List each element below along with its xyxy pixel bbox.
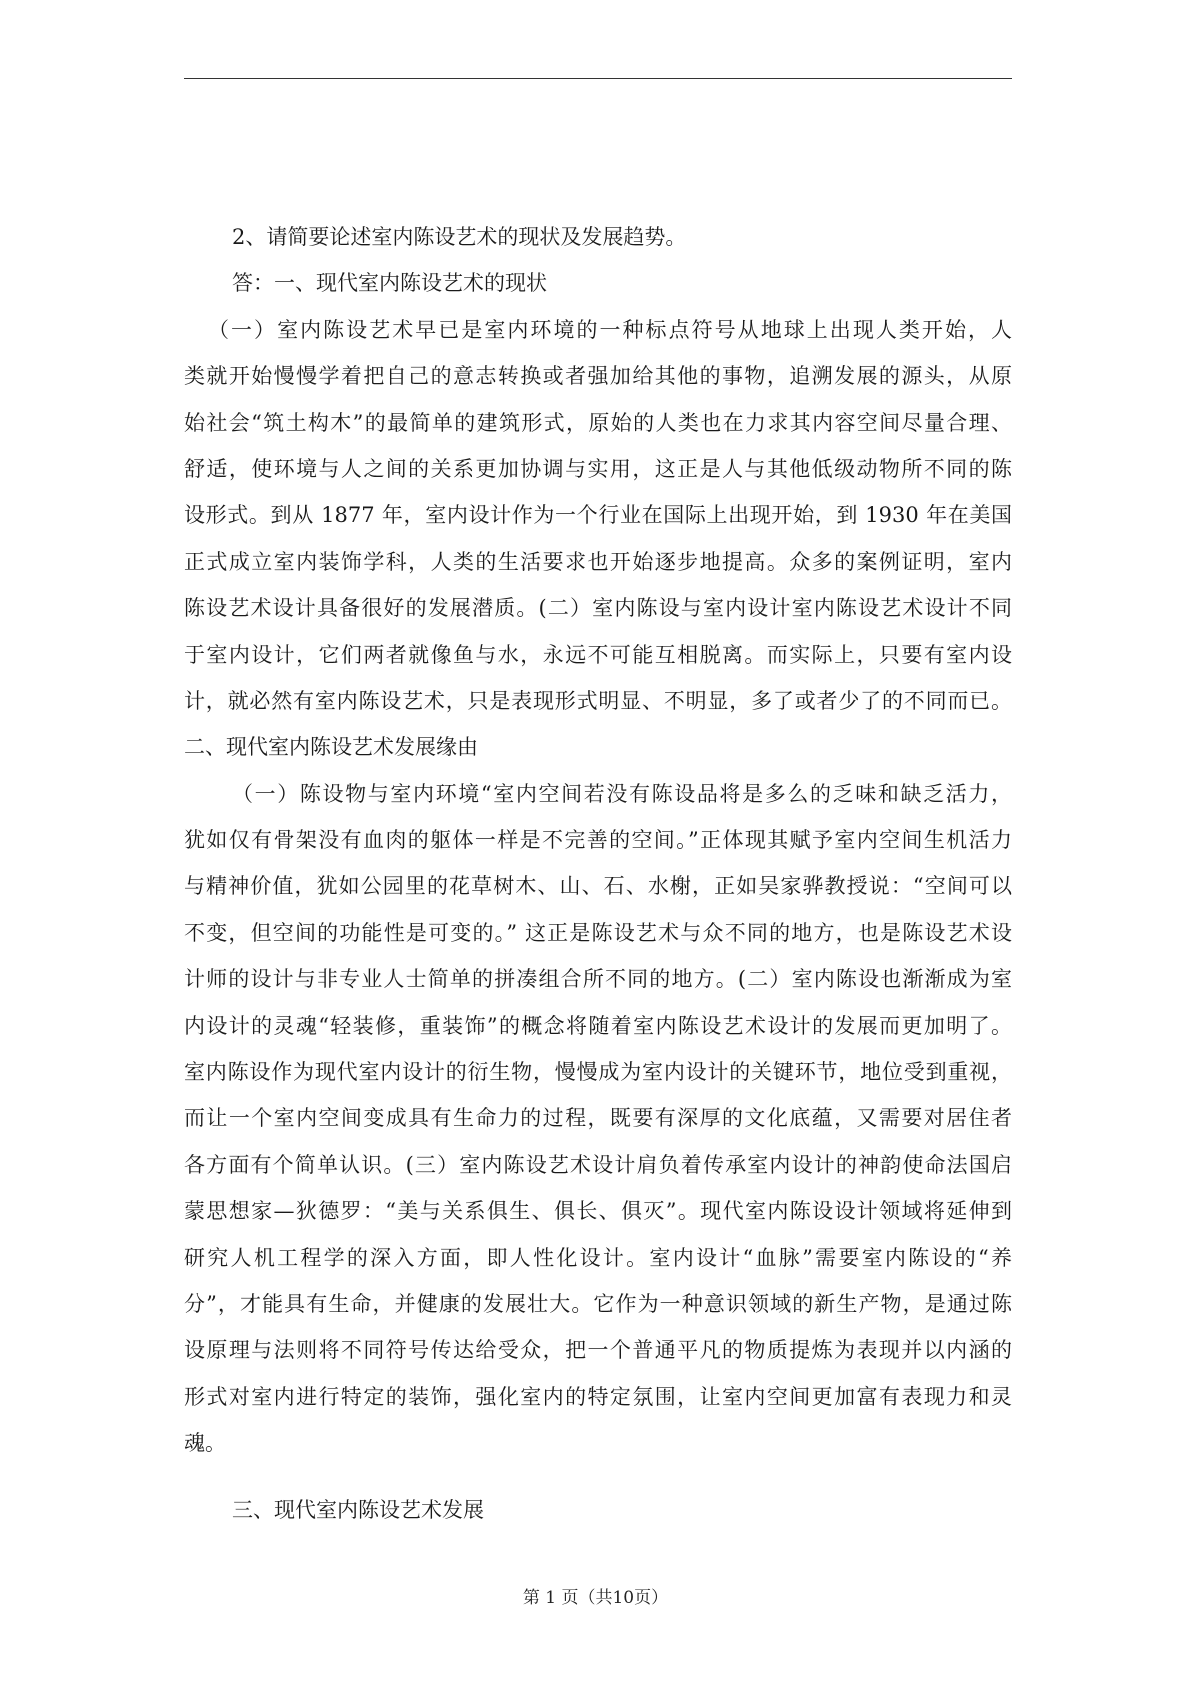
paragraph-line: （一）陈设物与室内环境“室内空间若没有陈设品将是多么的乏味和缺乏活力， — [232, 781, 1012, 806]
paragraph-line: （一）室内陈设艺术早已是室内环境的一种标点符号从地球上出现人类开始，人 — [208, 317, 1012, 342]
paragraph-line: 舒适，使环境与人之间的关系更加协调与实用，这正是人与其他低级动物所不同的陈 — [184, 456, 1012, 481]
paragraph-line: 计师的设计与非专业人士简单的拼凑组合所不同的地方。(二）室内陈设也渐渐成为室 — [184, 967, 1012, 992]
paragraph-line: 陈设艺术设计具备很好的发展潜质。(二）室内陈设与室内设计室内陈设艺术设计不同 — [184, 596, 1012, 621]
document-body — [184, 214, 1012, 1533]
paragraph-line: 设形式。到从 1877 年，室内设计作为一个行业在国际上出现开始，到 1930 年在美国 — [184, 503, 1012, 528]
paragraph-line: 室内陈设作为现代室内设计的衍生物，慢慢成为室内设计的关键环节，地位受到重视， — [184, 1060, 1012, 1085]
paragraph-line: 分”，才能具有生命，并健康的发展壮大。它作为一种意识领域的新生产物，是通过陈 — [184, 1291, 1012, 1316]
paragraph-line: 内设计的灵魂“轻装修，重装饰”的概念将随着室内陈设艺术设计的发展而更加明了。 — [184, 1013, 1012, 1038]
page-footer: 第 1 页（共10页） — [522, 1588, 669, 1608]
paragraph-line: 设原理与法则将不同符号传达给受众，把一个普通平凡的物质提炼为表现并以内涵的 — [184, 1338, 1012, 1363]
paragraph-line: 研究人机工程学的深入方面，即人性化设计。室内设计“血脉”需要室内陈设的“养 — [184, 1245, 1012, 1270]
answer-heading: 答：一、现代室内陈设艺术的现状 — [232, 271, 547, 296]
paragraph-line: 不变，但空间的功能性是可变的。” 这正是陈设艺术与众不同的地方，也是陈设艺术设 — [184, 920, 1012, 945]
paragraph-line: 计，就必然有室内陈设艺术，只是表现形式明显、不明显，多了或者少了的不同而已。 — [184, 688, 1012, 713]
paragraph-line: 蒙思想家—狄德罗：“美与关系俱生、俱长、俱灭”。现代室内陈设设计领域将延伸到 — [184, 1199, 1012, 1224]
paragraph-line: 形式对室内进行特定的装饰，强化室内的特定氛围，让室内空间更加富有表现力和灵 — [184, 1384, 1012, 1409]
paragraph-line: 各方面有个简单认识。(三）室内陈设艺术设计肩负着传承室内设计的神韵使命法国启 — [184, 1152, 1012, 1177]
paragraph-line: 正式成立室内装饰学科，人类的生活要求也开始逐步地提高。众多的案例证明，室内 — [184, 549, 1012, 574]
paragraph-line: 于室内设计，它们两者就像鱼与水，永远不可能互相脱离。而实际上，只要有室内设 — [184, 642, 1012, 667]
paragraph-line: 犹如仅有骨架没有血肉的躯体一样是不完善的空间。”正体现其赋予室内空间生机活力 — [184, 828, 1012, 853]
question-text: 2、请简要论述室内陈设艺术的现状及发展趋势。 — [232, 225, 687, 249]
paragraph-line: 与精神价值，犹如公园里的花草树木、山、石、水榭，正如吴家骅教授说：“空间可以 — [184, 874, 1012, 899]
paragraph-line: 而让一个室内空间变成具有生命力的过程，既要有深厚的文化底蕴，又需要对居住者 — [184, 1106, 1012, 1131]
paragraph-line: 始社会“筑土构木”的最简单的建筑形式，原始的人类也在力求其内容空间尽量合理、 — [184, 410, 1012, 435]
section-heading-3: 三、现代室内陈设艺术发展 — [232, 1497, 484, 1522]
paragraph-line: 类就开始慢慢学着把自己的意志转换或者强加给其他的事物，追溯发展的源头，从原 — [184, 364, 1012, 389]
paragraph-line: 魂。 — [184, 1431, 226, 1456]
header-rule — [184, 78, 1012, 79]
section-heading-2: 二、现代室内陈设艺术发展缘由 — [184, 735, 478, 760]
